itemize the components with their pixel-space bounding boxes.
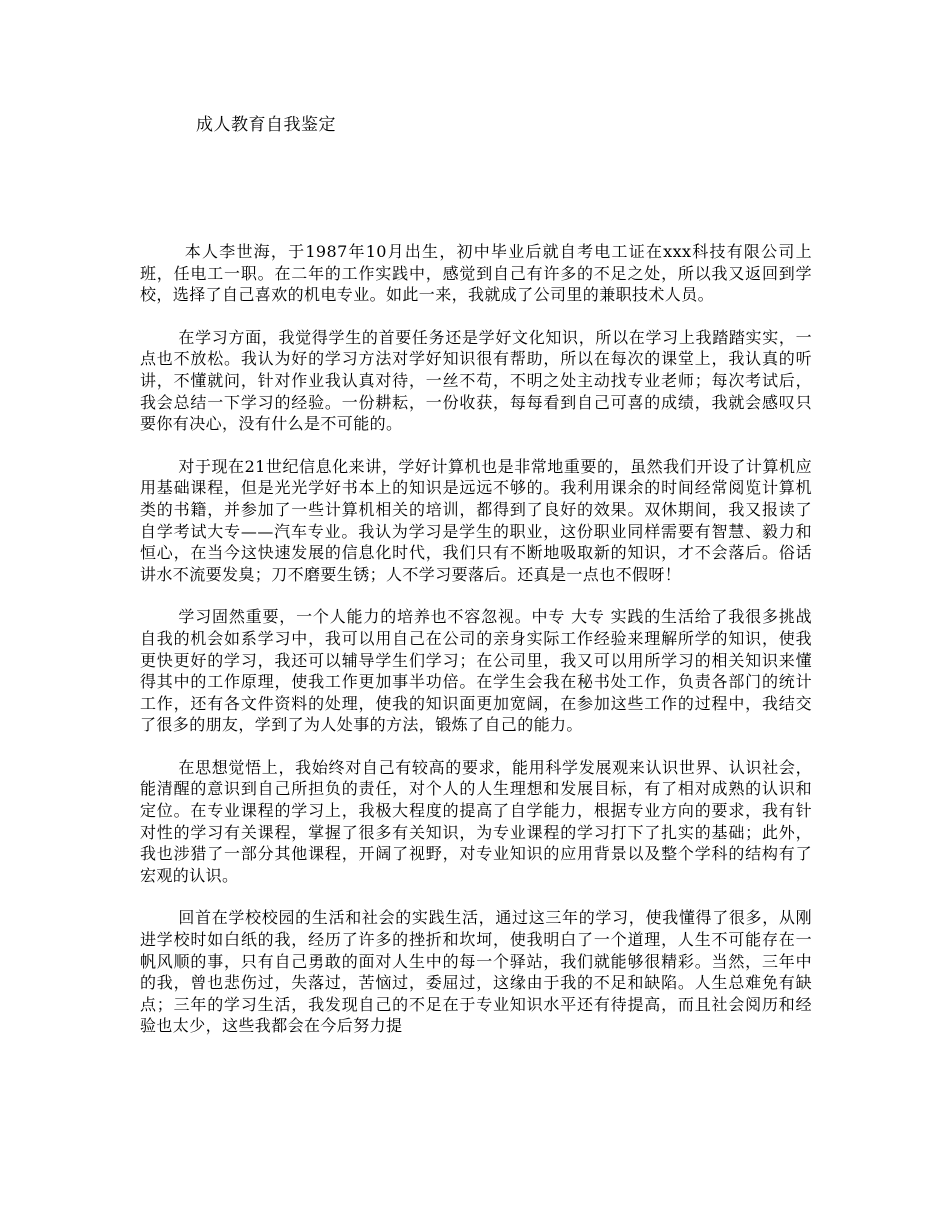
paragraph-reflection: 回首在学校校园的生活和社会的实践生活，通过这三年的学习，使我懂得了很多，从刚进学校时如白纸的我，经历了许多的挫折和坎坷，使我明白了一个道理，人生不可能存在一帆风顺的事，只有自己勇敢的面对人生中的每一个驿站，我们就能够很精彩。当然，三年中的我，曾也悲伤过，失落过，苦恼过，委屈过，这缘由于我的不足和缺陷。人生总难免有缺点；三年的学习生活，我发现自己的不足在于专业知识水平还有待提高，而且社会阅历和经验也太少，这些我都会在今后努力提 bbox=[140, 908, 812, 1036]
paragraph-ideology: 在思想觉悟上，我始终对自己有较高的要求，能用科学发展观来认识世界、认识社会，能清醒的意识到自己所担负的责任，对个人的人生理想和发展目标，有了相对成熟的认识和定位。在专业课程的学习上，我极大程度的提高了自学能力，根据专业方向的要求，我有针对性的学习有关课程，掌握了很多有关知识，为专业课程的学习打下了扎实的基础；此外，我也涉猎了一部分其他课程，开阔了视野，对专业知识的应用背景以及整个学科的结构有了宏观的认识。 bbox=[140, 757, 812, 885]
paragraph-study: 在学习方面，我觉得学生的首要任务还是学好文化知识，所以在学习上我踏踏实实，一点也不放松。我认为好的学习方法对学好知识很有帮助，所以在每次的课堂上，我认真的听讲，不懂就问，针对作业我认真对待，一丝不苟，不明之处主动找专业老师；每次考试后，我会总结一下学习的经验。一份耕耘，一份收获，每每看到自己可喜的成绩，我就会感叹只要你有决心，没有什么是不可能的。 bbox=[140, 327, 812, 434]
paragraph-computer-skills: 对于现在21世纪信息化来讲，学好计算机也是非常地重要的，虽然我们开设了计算机应用基础课程，但是光光学好书本上的知识是远远不够的。我利用课余的时间经常阅览计算机类的书籍，并参加了一些计算机相关的培训，都得到了良好的效果。双休期间，我又报读了自学考试大专——汽车专业。我认为学习是学生的职业，这份职业同样需要有智慧、毅力和恒心，在当今这快速发展的信息化时代，我们只有不断地吸取新的知识，才不会落后。俗话讲水不流要发臭；刀不磨要生锈；人不学习要落后。还真是一点也不假呀！ bbox=[140, 456, 812, 584]
document-title: 成人教育自我鉴定 bbox=[196, 115, 336, 135]
document-body bbox=[140, 241, 812, 1058]
paragraph-introduction: 本人李世海，于1987年10月出生，初中毕业后就自考电工证在xxx科技有限公司上班，任电工一职。在二年的工作实践中，感觉到自己有许多的不足之处，所以我又返回到学校，选择了自己喜欢的机电专业。如此一来，我就成了公司里的兼职技术人员。 bbox=[140, 242, 812, 305]
paragraph-abilities: 学习固然重要，一个人能力的培养也不容忽视。中专 大专 实践的生活给了我很多挑战自我的机会如系学习中，我可以用自己在公司的亲身实际工作经验来理解所学的知识，使我更快更好的学习，我还可以辅导学生们学习；在公司里，我又可以用所学习的相关知识来懂得其中的工作原理，使我工作更加事半功倍。在学生会我在秘书处工作，负责各部门的统计工作，还有各文件资料的处理，使我的知识面更加宽阔，在参加这些工作的过程中，我结交了很多的朋友，学到了为人处事的方法，锻炼了自己的能力。 bbox=[140, 607, 812, 735]
